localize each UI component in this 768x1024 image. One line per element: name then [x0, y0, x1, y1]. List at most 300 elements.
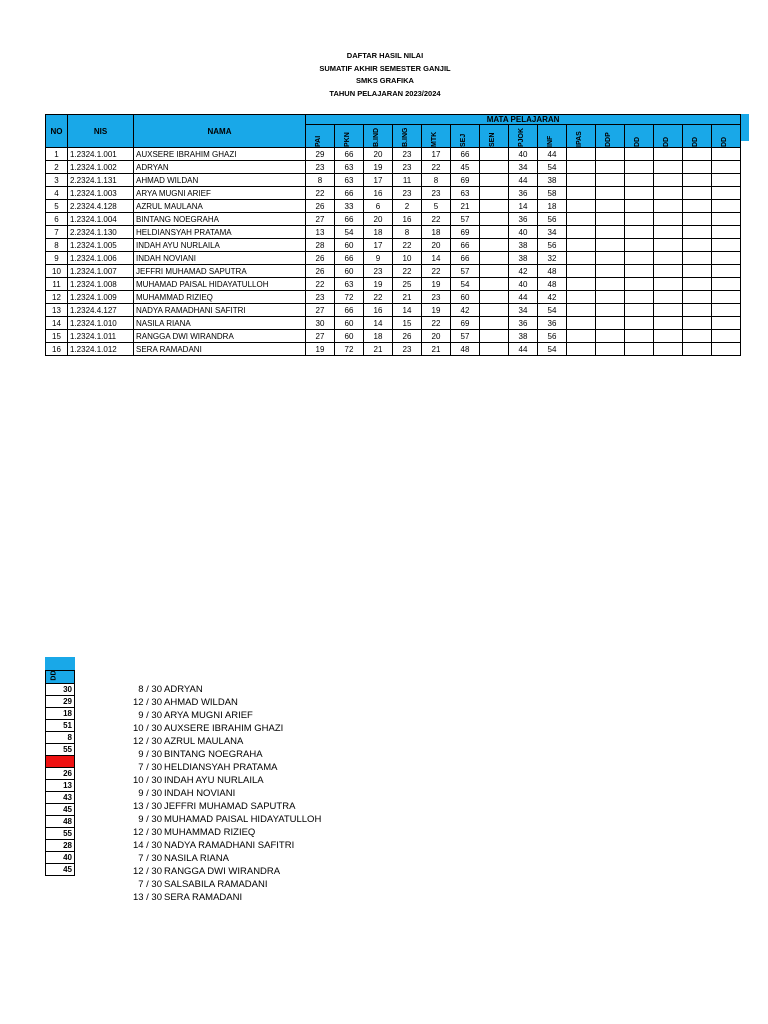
score-cell: 63: [335, 174, 364, 187]
ranking-score: 8 / 30: [138, 684, 162, 695]
score-cell: [567, 330, 596, 343]
score-cell: [567, 343, 596, 356]
ranking-name: SERA RAMADANI: [164, 892, 243, 903]
score-cell: [567, 265, 596, 278]
score-cell: 66: [451, 239, 480, 252]
score-cell: [683, 265, 712, 278]
subject-header-label: SEJ: [460, 133, 467, 147]
score-cell: 44: [509, 343, 538, 356]
score-cell: 32: [538, 252, 567, 265]
ranking-score: 9 / 30: [138, 749, 162, 760]
score-cell: 22: [364, 291, 393, 304]
score-cell: [480, 265, 509, 278]
score-cell: 28: [306, 239, 335, 252]
ranking-item: [96, 709, 321, 722]
score-cell: 27: [306, 330, 335, 343]
subject-header: [654, 125, 683, 148]
ranking-item: [96, 826, 321, 839]
name-cell: NADYA RAMADHANI SAFITRI: [134, 304, 306, 317]
score-cell: 16: [393, 213, 422, 226]
subject-header: [596, 125, 625, 148]
score-cell: 22: [422, 265, 451, 278]
name-cell: NASILA RIANA: [134, 317, 306, 330]
score-cell: 18: [364, 330, 393, 343]
subject-header-label: DDP: [605, 132, 612, 147]
score-cell: [625, 148, 654, 161]
ranking-list: [96, 683, 321, 904]
subject-header: [625, 125, 654, 148]
score-cell: [654, 187, 683, 200]
nis-cell: 1.2324.1.002: [68, 161, 134, 174]
score-cell: [712, 213, 741, 226]
score-cell: [567, 187, 596, 200]
student-row: [46, 148, 741, 161]
student-row: [46, 291, 741, 304]
name-cell: SERA RAMADANI: [134, 343, 306, 356]
score-cell: [712, 343, 741, 356]
score-cell: [567, 174, 596, 187]
score-cell: [625, 174, 654, 187]
score-cell: 20: [422, 239, 451, 252]
ranking-item: [96, 839, 321, 852]
score-cell: 8: [306, 174, 335, 187]
ranking-item: [96, 891, 321, 904]
nis-cell: 1.2324.1.006: [68, 252, 134, 265]
score-cell: [683, 174, 712, 187]
subject-header-label: SEN: [489, 132, 496, 147]
ranking-score: 13 / 30: [132, 892, 162, 903]
score-cell: 48: [538, 278, 567, 291]
score-cell: [712, 291, 741, 304]
score-cell: [683, 304, 712, 317]
ranking-name: HELDIANSYAH PRATAMA: [164, 762, 278, 773]
score-cell: 27: [306, 304, 335, 317]
subject-header: [567, 125, 596, 148]
score-cell: 13: [306, 226, 335, 239]
student-row: [46, 330, 741, 343]
school-name: SMKS GRAFIKA: [356, 76, 414, 85]
score-cell: 8: [393, 226, 422, 239]
score-cell: [625, 187, 654, 200]
ranking-score: 7 / 30: [138, 879, 162, 890]
grades-table: [45, 114, 741, 356]
score-cell: [567, 239, 596, 252]
name-cell: HELDIANSYAH PRATAMA: [134, 226, 306, 239]
score-cell: 23: [364, 265, 393, 278]
name-cell: INDAH NOVIANI: [134, 252, 306, 265]
row-number-cell: 16: [46, 343, 68, 356]
score-cell: [683, 187, 712, 200]
score-cell: [567, 291, 596, 304]
score-cell: 20: [364, 148, 393, 161]
subject-header-label: DD: [692, 136, 699, 147]
score-cell: 38: [538, 174, 567, 187]
score-cell: [683, 226, 712, 239]
subject-header-label: DD: [663, 136, 670, 147]
score-cell: [654, 304, 683, 317]
score-cell: 42: [451, 304, 480, 317]
ranking-item: [96, 761, 321, 774]
ranking-name: SALSABILA RAMADANI: [164, 879, 268, 890]
score-cell: [712, 317, 741, 330]
ranking-name: MUHAMMAD RIZIEQ: [164, 827, 256, 838]
score-cell: [683, 213, 712, 226]
nis-cell: 1.2324.1.001: [68, 148, 134, 161]
score-cell: 5: [422, 200, 451, 213]
score-cell: 21: [422, 343, 451, 356]
score-cell: 23: [306, 161, 335, 174]
score-cell: 26: [393, 330, 422, 343]
score-cell: 56: [538, 239, 567, 252]
score-cell: [596, 252, 625, 265]
dd-score-cell: 28: [45, 840, 75, 852]
score-cell: [625, 317, 654, 330]
score-cell: 66: [451, 252, 480, 265]
score-cell: 21: [451, 200, 480, 213]
score-cell: [596, 187, 625, 200]
score-cell: [683, 278, 712, 291]
score-cell: [567, 252, 596, 265]
score-cell: [480, 213, 509, 226]
dd-score-cell: 48: [45, 816, 75, 828]
ranking-item: [96, 787, 321, 800]
dd-score-cell: 51: [45, 720, 75, 732]
score-cell: [712, 174, 741, 187]
score-cell: 29: [306, 148, 335, 161]
ranking-score: 12 / 30: [132, 736, 162, 747]
score-cell: [567, 226, 596, 239]
score-cell: 8: [422, 174, 451, 187]
score-cell: [596, 265, 625, 278]
score-cell: [596, 226, 625, 239]
subject-header: [480, 125, 509, 148]
score-cell: 21: [364, 343, 393, 356]
ranking-item: [96, 865, 321, 878]
score-cell: [480, 278, 509, 291]
ranking-score: 12 / 30: [132, 866, 162, 877]
name-cell: AUXSERE IBRAHIM GHAZI: [134, 148, 306, 161]
student-row: [46, 317, 741, 330]
row-number-cell: 11: [46, 278, 68, 291]
student-row: [46, 200, 741, 213]
student-row: [46, 343, 741, 356]
score-cell: 26: [306, 200, 335, 213]
score-cell: 54: [335, 226, 364, 239]
score-cell: 23: [422, 291, 451, 304]
score-cell: 26: [306, 265, 335, 278]
score-cell: 56: [538, 330, 567, 343]
row-number-cell: 9: [46, 252, 68, 265]
score-cell: [567, 200, 596, 213]
score-cell: [625, 200, 654, 213]
subject-header-label: INF: [547, 135, 554, 147]
subject-header: [509, 125, 538, 148]
row-number-cell: 5: [46, 200, 68, 213]
score-cell: 27: [306, 213, 335, 226]
dd-score-cell: 30: [45, 684, 75, 696]
score-cell: [683, 148, 712, 161]
ranking-name: NASILA RIANA: [164, 853, 229, 864]
score-cell: [480, 252, 509, 265]
student-row: [46, 187, 741, 200]
student-row: [46, 304, 741, 317]
score-cell: [712, 304, 741, 317]
student-row: [46, 252, 741, 265]
score-cell: 60: [335, 330, 364, 343]
dd-score-cell: 55: [45, 828, 75, 840]
score-cell: 36: [509, 187, 538, 200]
row-number-cell: 15: [46, 330, 68, 343]
score-cell: 45: [451, 161, 480, 174]
score-cell: 18: [538, 200, 567, 213]
nis-cell: 2.2324.1.130: [68, 226, 134, 239]
ranking-score: 12 / 30: [132, 827, 162, 838]
score-cell: 16: [364, 304, 393, 317]
score-cell: 2: [393, 200, 422, 213]
nis-cell: 1.2324.1.012: [68, 343, 134, 356]
student-row: [46, 278, 741, 291]
student-row: [46, 226, 741, 239]
ranking-name: JEFFRI MUHAMAD SAPUTRA: [164, 801, 296, 812]
row-number-cell: 10: [46, 265, 68, 278]
score-cell: 42: [509, 265, 538, 278]
dd-score-cell: [45, 756, 75, 768]
score-cell: 22: [422, 161, 451, 174]
score-cell: 69: [451, 317, 480, 330]
score-cell: [625, 239, 654, 252]
score-cell: 14: [509, 200, 538, 213]
score-cell: 17: [422, 148, 451, 161]
score-cell: [596, 343, 625, 356]
score-cell: 69: [451, 174, 480, 187]
name-cell: AHMAD WILDAN: [134, 174, 306, 187]
score-cell: 57: [451, 265, 480, 278]
dd-score-cell: 45: [45, 804, 75, 816]
score-cell: [683, 252, 712, 265]
score-cell: 11: [393, 174, 422, 187]
score-cell: 22: [393, 239, 422, 252]
score-cell: [567, 161, 596, 174]
score-cell: 60: [335, 239, 364, 252]
ranking-item: [96, 774, 321, 787]
col-no-header: NO: [46, 115, 68, 148]
score-cell: 58: [538, 187, 567, 200]
score-cell: 33: [335, 200, 364, 213]
score-cell: [683, 200, 712, 213]
score-cell: 34: [509, 161, 538, 174]
name-cell: MUHAMMAD RIZIEQ: [134, 291, 306, 304]
score-cell: [480, 291, 509, 304]
ranking-item: [96, 748, 321, 761]
nis-cell: 1.2324.1.007: [68, 265, 134, 278]
col-nis-header: NIS: [68, 115, 134, 148]
score-cell: [625, 278, 654, 291]
name-cell: BINTANG NOEGRAHA: [134, 213, 306, 226]
score-cell: 57: [451, 213, 480, 226]
score-cell: [712, 330, 741, 343]
score-cell: 40: [509, 148, 538, 161]
score-cell: [567, 213, 596, 226]
ranking-item: [96, 852, 321, 865]
score-cell: [712, 226, 741, 239]
score-cell: 63: [335, 278, 364, 291]
score-cell: 10: [393, 252, 422, 265]
ranking-item: [96, 800, 321, 813]
score-cell: [654, 265, 683, 278]
score-cell: 16: [364, 187, 393, 200]
score-cell: 66: [335, 187, 364, 200]
row-number-cell: 2: [46, 161, 68, 174]
score-cell: [567, 278, 596, 291]
score-cell: [625, 291, 654, 304]
score-cell: 14: [422, 252, 451, 265]
ranking-item: [96, 722, 321, 735]
student-row: [46, 239, 741, 252]
score-cell: 44: [509, 291, 538, 304]
student-row: [46, 161, 741, 174]
nis-cell: 1.2324.1.009: [68, 291, 134, 304]
row-number-cell: 6: [46, 213, 68, 226]
nis-cell: 1.2324.1.008: [68, 278, 134, 291]
score-cell: [683, 161, 712, 174]
score-cell: 40: [509, 278, 538, 291]
subject-header: [306, 125, 335, 148]
score-cell: 48: [451, 343, 480, 356]
score-cell: 22: [422, 317, 451, 330]
dd-score-cell: 40: [45, 852, 75, 864]
subject-header: [335, 125, 364, 148]
score-cell: 19: [306, 343, 335, 356]
dd-score-column: [45, 657, 75, 876]
ranking-item: [96, 696, 321, 709]
row-number-cell: 4: [46, 187, 68, 200]
score-cell: [625, 330, 654, 343]
score-cell: 54: [538, 304, 567, 317]
nis-cell: 1.2324.4.127: [68, 304, 134, 317]
score-cell: [596, 304, 625, 317]
score-cell: [712, 161, 741, 174]
score-cell: 54: [538, 161, 567, 174]
score-cell: [567, 304, 596, 317]
row-number-cell: 8: [46, 239, 68, 252]
subject-header-label: PAI: [315, 135, 322, 147]
score-cell: [712, 148, 741, 161]
col-nama-header: NAMA: [134, 115, 306, 148]
subject-header: [683, 125, 712, 148]
report-subtitle: SUMATIF AKHIR SEMESTER GANJIL: [319, 63, 451, 73]
score-cell: 19: [364, 278, 393, 291]
score-cell: [480, 343, 509, 356]
subject-header-label: DD: [721, 136, 728, 147]
score-cell: [712, 200, 741, 213]
ranking-name: MUHAMAD PAISAL HIDAYATULLOH: [164, 814, 322, 825]
ranking-name: ARYA MUGNI ARIEF: [164, 710, 253, 721]
score-cell: 22: [306, 278, 335, 291]
score-cell: 57: [451, 330, 480, 343]
score-cell: 36: [509, 213, 538, 226]
score-cell: 20: [422, 330, 451, 343]
score-cell: [596, 278, 625, 291]
score-cell: 17: [364, 174, 393, 187]
score-cell: 54: [538, 343, 567, 356]
ranking-score: 7 / 30: [138, 762, 162, 773]
score-cell: 23: [393, 148, 422, 161]
name-cell: ADRYAN: [134, 161, 306, 174]
score-cell: [480, 304, 509, 317]
score-cell: [683, 317, 712, 330]
ranking-name: ADRYAN: [164, 684, 203, 695]
score-cell: [712, 187, 741, 200]
name-cell: ARYA MUGNI ARIEF: [134, 187, 306, 200]
ranking-name: INDAH NOVIANI: [164, 788, 236, 799]
score-cell: 63: [451, 187, 480, 200]
score-cell: [625, 343, 654, 356]
score-cell: 23: [393, 187, 422, 200]
score-cell: 69: [451, 226, 480, 239]
score-cell: 72: [335, 343, 364, 356]
ranking-score: 9 / 30: [138, 710, 162, 721]
score-cell: [654, 278, 683, 291]
score-cell: 23: [422, 187, 451, 200]
ranking-item: [96, 878, 321, 891]
score-cell: 56: [538, 213, 567, 226]
nis-cell: 1.2324.1.005: [68, 239, 134, 252]
subject-header: [393, 125, 422, 148]
dd-score-cell: 55: [45, 744, 75, 756]
name-cell: RANGGA DWI WIRANDRA: [134, 330, 306, 343]
score-cell: 18: [422, 226, 451, 239]
score-cell: [480, 226, 509, 239]
ranking-item: [96, 813, 321, 826]
score-cell: [596, 161, 625, 174]
score-cell: [654, 317, 683, 330]
score-cell: [480, 330, 509, 343]
subject-header-label: DD: [634, 136, 641, 147]
score-cell: 42: [538, 291, 567, 304]
score-cell: [596, 291, 625, 304]
row-number-cell: 3: [46, 174, 68, 187]
dd-score-cell: 43: [45, 792, 75, 804]
score-cell: [596, 148, 625, 161]
row-number-cell: 7: [46, 226, 68, 239]
dd-score-cell: 13: [45, 780, 75, 792]
nis-cell: 1.2324.1.003: [68, 187, 134, 200]
score-cell: 26: [306, 252, 335, 265]
score-cell: [654, 343, 683, 356]
score-cell: 23: [393, 343, 422, 356]
dd-score-cell: 26: [45, 768, 75, 780]
col-mata-pelajaran-header: MATA PELAJARAN: [306, 115, 741, 125]
score-cell: [683, 291, 712, 304]
nis-cell: 2.2324.4.128: [68, 200, 134, 213]
score-cell: 60: [451, 291, 480, 304]
score-cell: 66: [335, 213, 364, 226]
score-cell: 30: [306, 317, 335, 330]
score-cell: 19: [364, 161, 393, 174]
score-cell: [596, 213, 625, 226]
score-cell: [654, 252, 683, 265]
score-cell: [654, 161, 683, 174]
dd-column-label: DD: [50, 670, 58, 681]
score-cell: [654, 239, 683, 252]
score-cell: 60: [335, 265, 364, 278]
subject-header: [712, 125, 741, 148]
nis-cell: 1.2324.1.011: [68, 330, 134, 343]
row-number-cell: 12: [46, 291, 68, 304]
score-cell: 40: [509, 226, 538, 239]
row-number-cell: 1: [46, 148, 68, 161]
score-cell: 23: [393, 161, 422, 174]
